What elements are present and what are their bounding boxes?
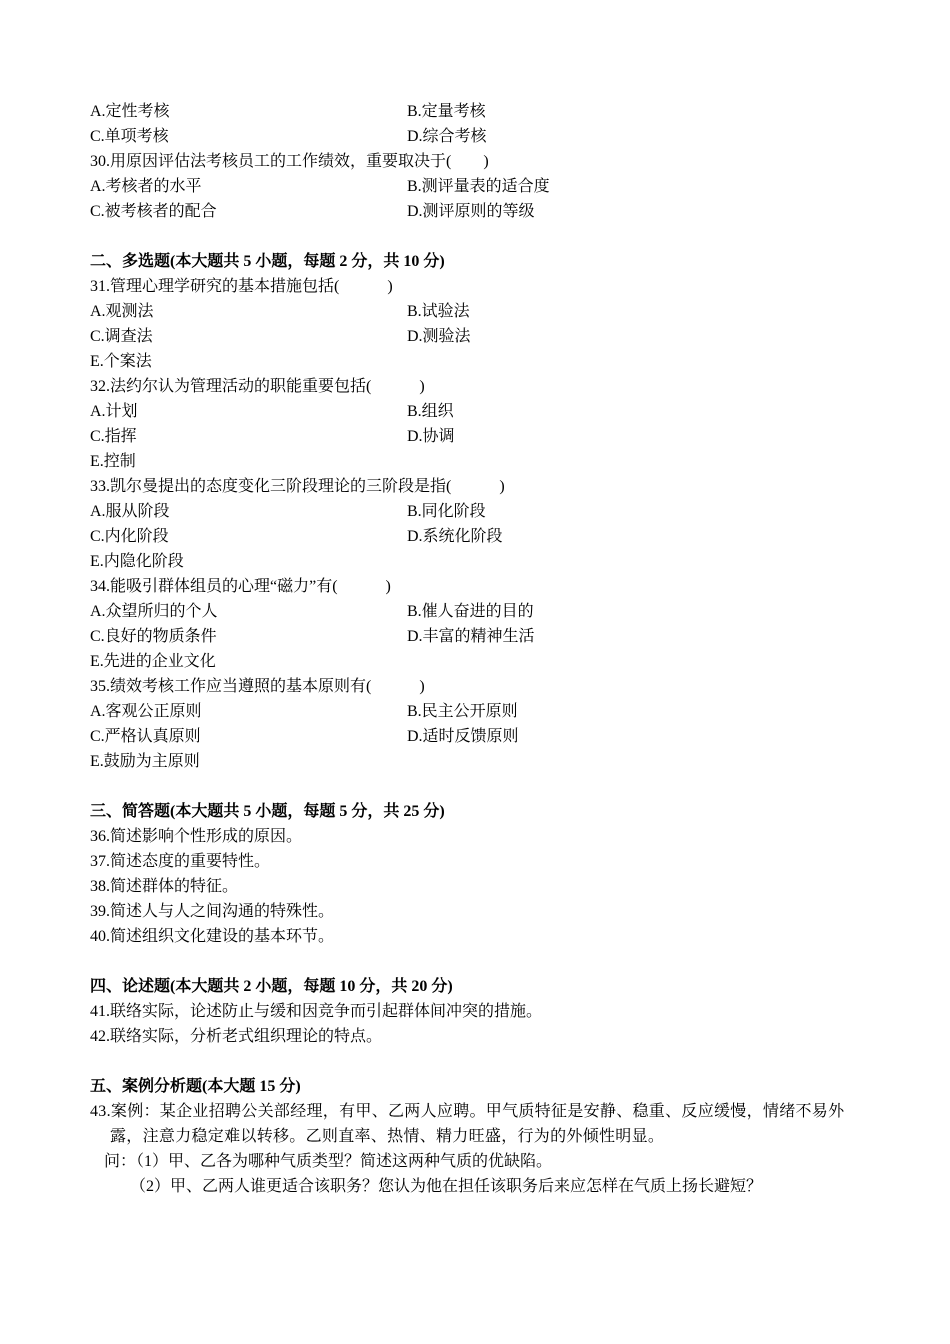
option-e: E.先进的企业文化 xyxy=(90,653,216,670)
question-item: 39.简述人与人之间沟通的特殊性。 xyxy=(90,903,335,920)
option-a: A.考核者的水平 xyxy=(90,178,202,195)
option-e: E.个案法 xyxy=(90,353,152,370)
option-e: E.鼓励为主原则 xyxy=(90,753,200,770)
option-d: D.测验法 xyxy=(407,328,471,345)
option-d: D.协调 xyxy=(407,428,455,445)
question-item: 42.联络实际，分析老式组织理论的特点。 xyxy=(90,1028,383,1045)
question-item: 40.简述组织文化建设的基本环节。 xyxy=(90,928,335,945)
option-a: A.众望所归的个人 xyxy=(90,603,218,620)
option-row xyxy=(90,124,870,149)
case-question-2: （2）甲、乙两人谁更适合该职务？您认为他在担任该职务后来应怎样在气质上扬长避短？ xyxy=(130,1178,763,1195)
option-d: D.丰富的精神生活 xyxy=(407,628,535,645)
case-text: 43.案例：某企业招聘公关部经理，有甲、乙两人应聘。甲气质特征是安静、稳重、反应缓慢，情绪不易外露，注意力稳定难以转移。乙则直率、热情、精力旺盛，行为的外倾性明显。 xyxy=(90,1103,845,1145)
question-item: 38.简述群体的特征。 xyxy=(90,878,239,895)
option-d: D.系统化阶段 xyxy=(407,528,503,545)
section-heading: 三、简答题(本大题共 5 小题，每题 5 分，共 25 分) xyxy=(90,803,445,820)
question-item: 41.联络实际，论述防止与缓和因竞争而引起群体间冲突的措施。 xyxy=(90,1003,543,1020)
option-row xyxy=(90,624,870,649)
option-b: B.组织 xyxy=(407,403,454,420)
option-c: C.内化阶段 xyxy=(90,528,169,545)
option-d: D.适时反馈原则 xyxy=(407,728,519,745)
option-c: C.单项考核 xyxy=(90,128,169,145)
option-row xyxy=(90,199,870,224)
question-stem: 33.凯尔曼提出的态度变化三阶段理论的三阶段是指( ) xyxy=(90,478,505,495)
option-b: B.定量考核 xyxy=(407,103,486,120)
option-c: C.调查法 xyxy=(90,328,153,345)
option-b: B.同化阶段 xyxy=(407,503,486,520)
option-d: D.综合考核 xyxy=(407,128,487,145)
option-b: B.民主公开原则 xyxy=(407,703,518,720)
option-b: B.测评量表的适合度 xyxy=(407,178,550,195)
question-stem: 32.法约尔认为管理活动的职能重要包括( ) xyxy=(90,378,425,395)
option-c: C.被考核者的配合 xyxy=(90,203,217,220)
option-row xyxy=(90,99,870,124)
question-stem: 31.管理心理学研究的基本措施包括( ) xyxy=(90,278,393,295)
option-e: E.控制 xyxy=(90,453,136,470)
case-question-1: 问：（1）甲、乙各为哪种气质类型？简述这两种气质的优缺陷。 xyxy=(104,1153,553,1170)
option-row xyxy=(90,724,870,749)
question-stem: 35.绩效考核工作应当遵照的基本原则有( ) xyxy=(90,678,425,695)
option-c: C.严格认真原则 xyxy=(90,728,201,745)
option-row xyxy=(90,324,870,349)
question-item: 36.简述影响个性形成的原因。 xyxy=(90,828,303,845)
option-b: B.试验法 xyxy=(407,303,470,320)
option-row xyxy=(90,599,870,624)
question-stem: 30.用原因评估法考核员工的工作绩效，重要取决于( ) xyxy=(90,153,489,170)
option-a: A.计划 xyxy=(90,403,138,420)
section-heading: 二、多选题(本大题共 5 小题，每题 2 分，共 10 分) xyxy=(90,253,445,270)
exam-page xyxy=(90,99,870,1199)
question-item: 37.简述态度的重要特性。 xyxy=(90,853,271,870)
option-c: C.良好的物质条件 xyxy=(90,628,217,645)
section-heading: 五、案例分析题(本大题 15 分) xyxy=(90,1078,301,1095)
section-heading: 四、论述题(本大题共 2 小题，每题 10 分，共 20 分) xyxy=(90,978,453,995)
option-row xyxy=(90,174,870,199)
option-row xyxy=(90,424,870,449)
option-b: B.催人奋进的目的 xyxy=(407,603,534,620)
option-e: E.内隐化阶段 xyxy=(90,553,184,570)
option-a: A.观测法 xyxy=(90,303,154,320)
option-row xyxy=(90,299,870,324)
option-a: A.服从阶段 xyxy=(90,503,170,520)
option-row xyxy=(90,699,870,724)
option-a: A.客观公正原则 xyxy=(90,703,202,720)
option-c: C.指挥 xyxy=(90,428,137,445)
option-a: A.定性考核 xyxy=(90,103,170,120)
question-stem: 34.能吸引群体组员的心理“磁力”有( ) xyxy=(90,578,391,595)
option-row xyxy=(90,499,870,524)
option-row xyxy=(90,524,870,549)
option-d: D.测评原则的等级 xyxy=(407,203,535,220)
option-row xyxy=(90,399,870,424)
